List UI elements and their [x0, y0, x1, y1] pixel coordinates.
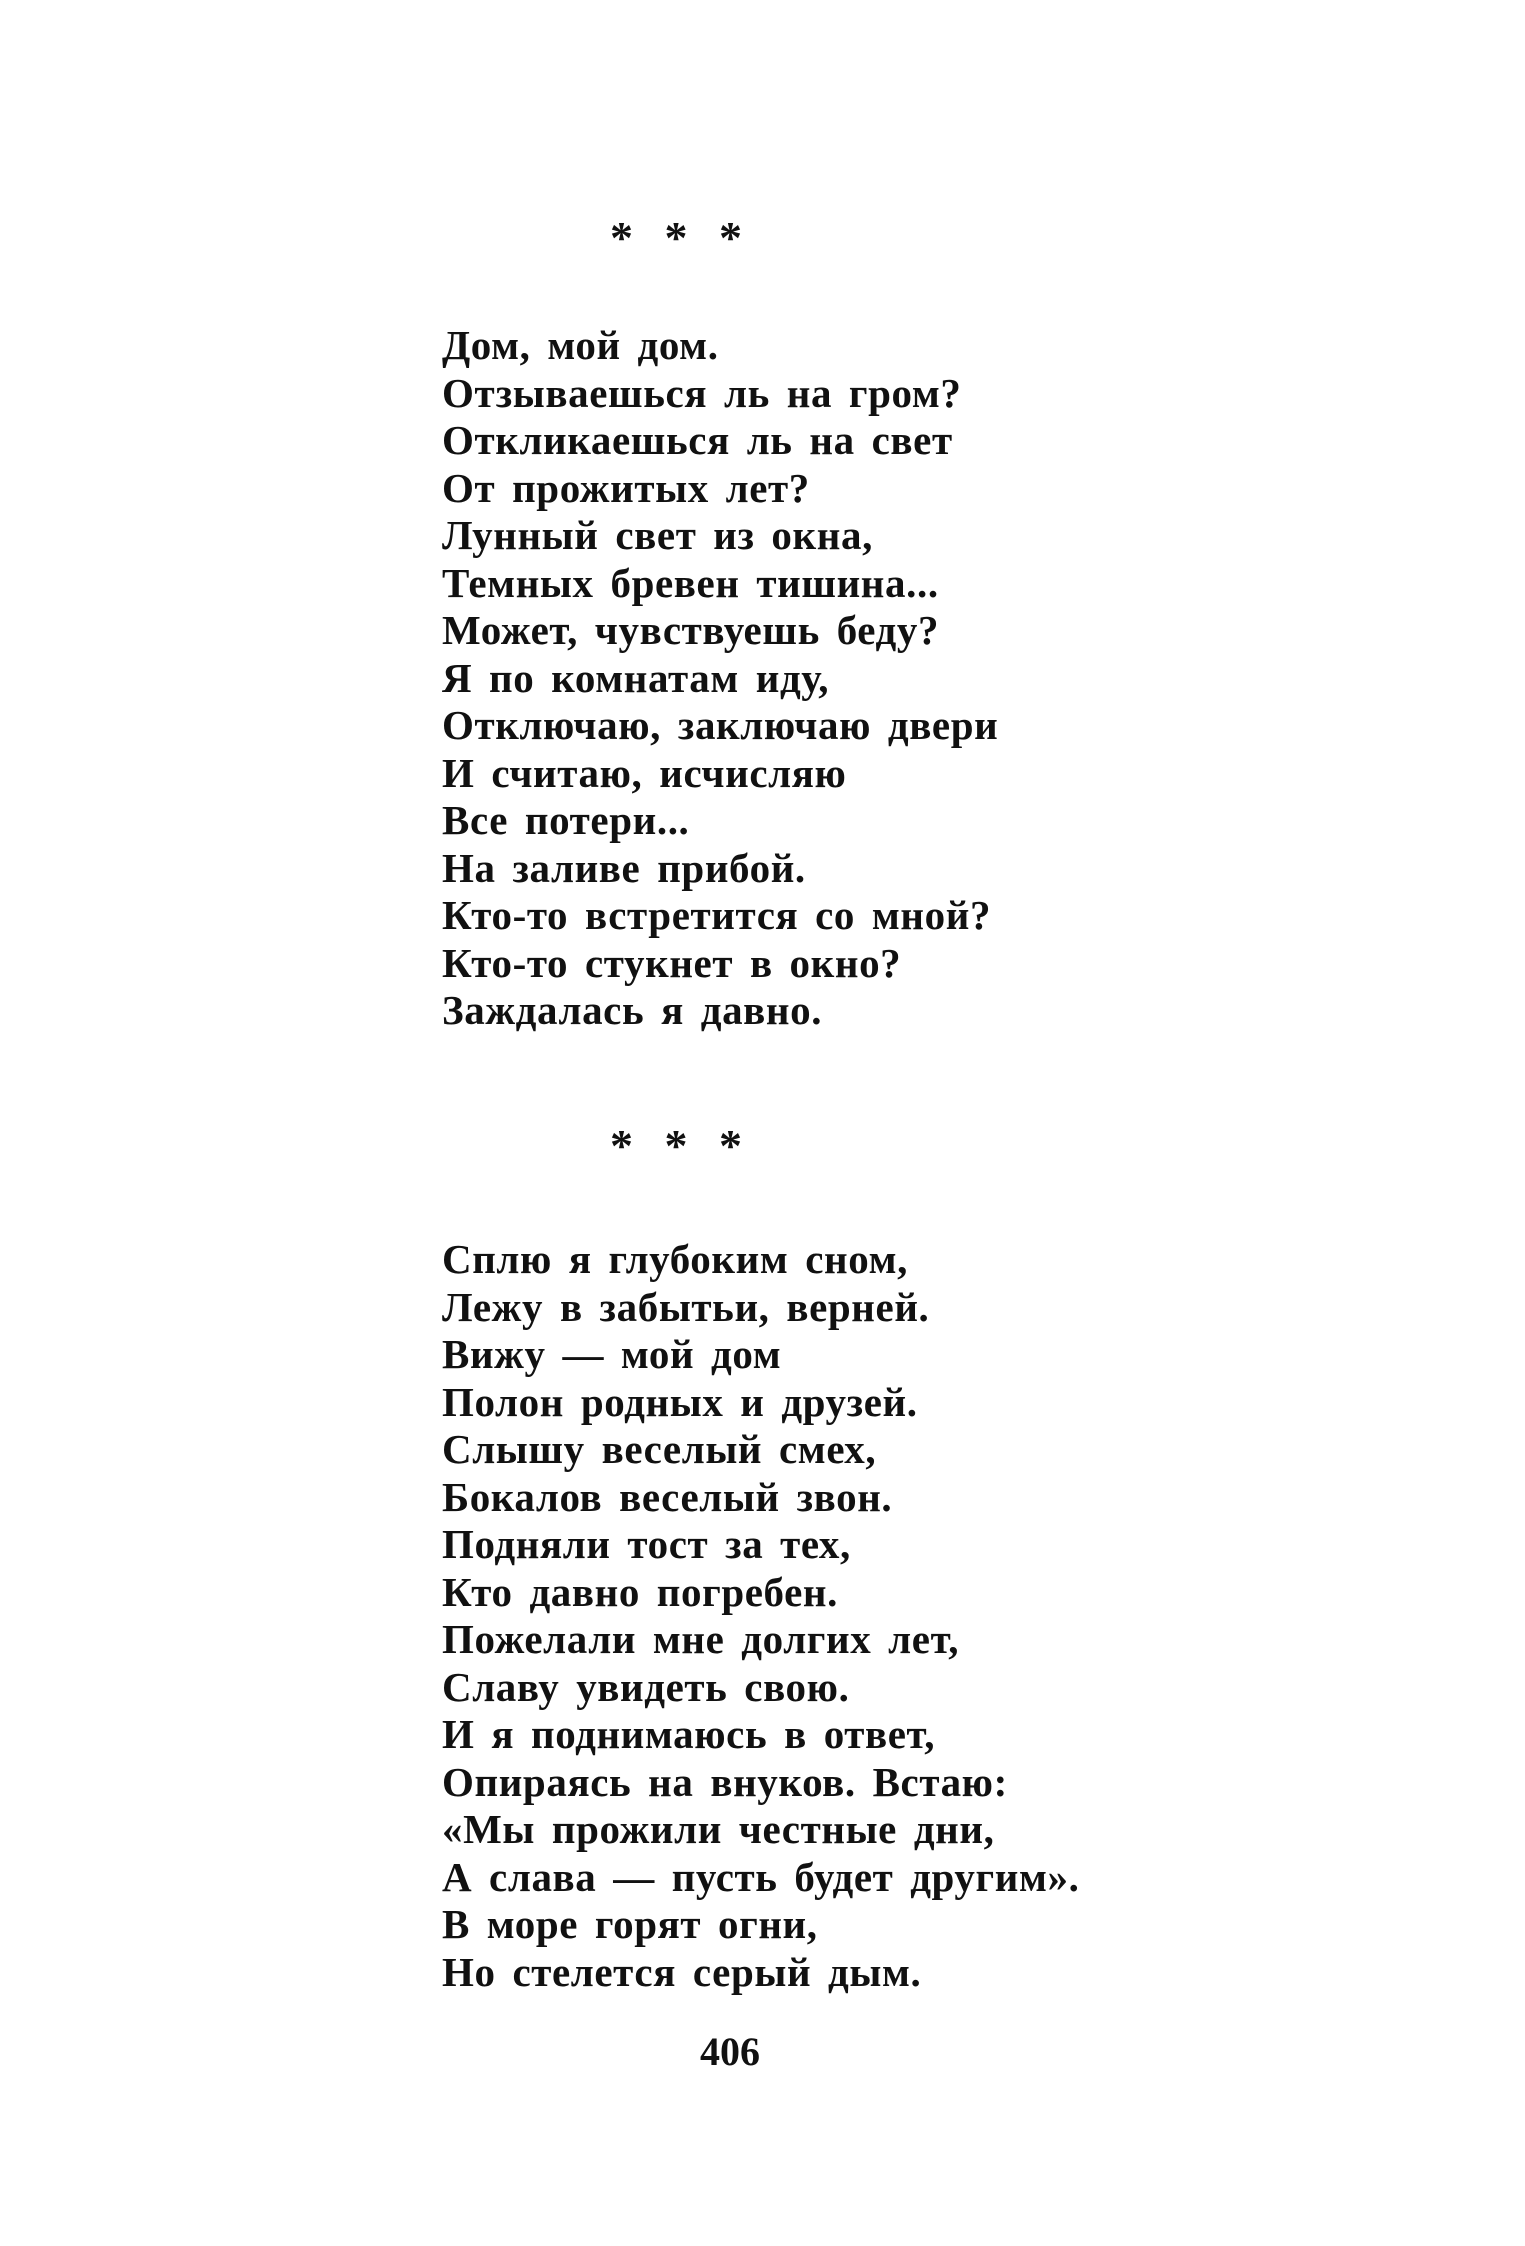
- poem-line: Кто-то встретится со мной?: [442, 892, 992, 938]
- poem-line: От прожитых лет?: [442, 464, 810, 511]
- poem-line: Заждалась я давно.: [442, 987, 823, 1033]
- poem-line: Лежу в забытьи, верней.: [442, 1283, 930, 1330]
- poem-line: Откликаешься ль на свет: [442, 417, 953, 463]
- poem-line: На заливе прибой.: [442, 844, 806, 891]
- poem-line: «Мы прожили честные дни,: [442, 1806, 995, 1852]
- poem-line: Славу увидеть свою.: [442, 1663, 850, 1710]
- poem-line: В море горят огни,: [442, 1901, 818, 1947]
- poem-line: Лунный свет из окна,: [442, 512, 873, 558]
- section-separator: * * *: [610, 212, 752, 263]
- poem-line: Пожелали мне долгих лет,: [442, 1616, 960, 1662]
- poem-1: [442, 322, 1342, 1035]
- poem-line: Кто-то стукнет в окно?: [442, 939, 902, 986]
- poem-line: Отзываешься ль на гром?: [442, 369, 962, 416]
- poem-line: Но стелется серый дым.: [442, 1948, 922, 1995]
- poem-line: И считаю, исчисляю: [442, 749, 847, 796]
- poem-line: Подняли тост за тех,: [442, 1521, 851, 1567]
- poem-line: Полон родных и друзей.: [442, 1378, 918, 1425]
- poem-line: Бокалов веселый звон.: [442, 1473, 893, 1520]
- poem-line: Темных бревен тишина...: [442, 559, 939, 606]
- poem-line: Отключаю, заключаю двери: [442, 702, 999, 748]
- poem-line: Вижу — мой дом: [442, 1331, 782, 1377]
- page-number: 406: [700, 2029, 760, 2074]
- poem-line: Опираясь на внуков. Встаю:: [442, 1758, 1008, 1805]
- poem-line: Я по комнатам иду,: [442, 654, 830, 701]
- poem-line: Дом, мой дом.: [442, 322, 719, 368]
- poem-line: Все потери...: [442, 797, 690, 843]
- poem-line: Слышу веселый смех,: [442, 1426, 877, 1472]
- poem-line: Сплю я глубоким сном,: [442, 1236, 908, 1282]
- section-separator: * * *: [610, 1120, 752, 1171]
- poem-line: Кто давно погребен.: [442, 1568, 838, 1615]
- poem-line: И я поднимаюсь в ответ,: [442, 1711, 936, 1757]
- poem-2: [442, 1236, 1342, 1996]
- poem-line: А слава — пусть будет другим».: [442, 1853, 1080, 1900]
- poem-line: Может, чувствуешь беду?: [442, 607, 940, 653]
